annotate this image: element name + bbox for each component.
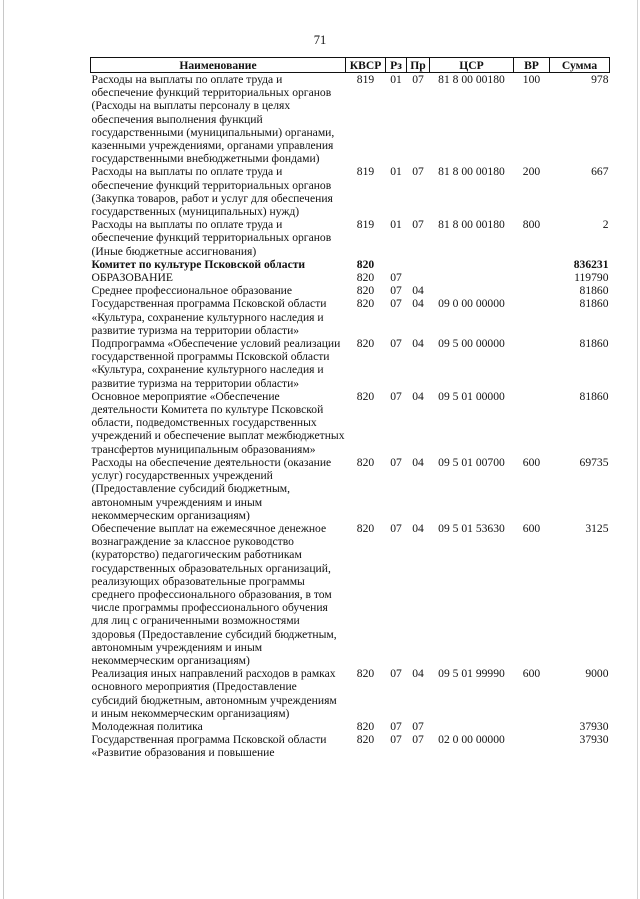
row-name: Расходы на выплаты по оплате труда и обеспечение функций территориальных органов (Закупка товаров, работ и услуг для обеспечения государственных (муниципальных) нужд) [91, 165, 333, 219]
table-row [91, 73, 610, 166]
row-pr: 04 [412, 455, 424, 469]
row-pr: 07 [412, 218, 424, 232]
row-vr: 600 [522, 521, 541, 535]
row-vr: 200 [522, 165, 541, 179]
row-csr [430, 271, 514, 284]
row-name: Расходы на выплаты по оплате труда и обеспечение функций территориальных органов (Иные бюджетные ассигнования) [91, 218, 332, 258]
row-csr [430, 284, 514, 297]
row-sum: 69735 [579, 455, 609, 469]
table-body [91, 73, 610, 760]
table-row [91, 522, 610, 667]
row-kvsr: 820 [356, 733, 375, 747]
row-kvsr: 820 [356, 521, 375, 535]
table-row [91, 337, 610, 390]
row-kvsr: 820 [356, 389, 375, 403]
row-sum: 978 [591, 73, 609, 86]
row-sum: 81860 [579, 297, 609, 311]
row-sum: 119790 [574, 271, 609, 285]
row-csr: 09 5 01 99990 [438, 667, 505, 681]
table-row [91, 733, 610, 759]
column-header-name: Наименование [91, 58, 346, 73]
row-name: Обеспечение выплат на ежемесячное денежное вознаграждение за классное руководство (кураторство) педагогическим работникам государственных образовательных организаций, реализующих образовательные программы среднего профессионального образования, в том числе программы профессионального обучения для лиц с ограниченными возможностями здоровья (Предоставление субсидий бюджетным, автономным учреждениям и иным некоммерческим организациям) [91, 521, 337, 667]
column-header-vr: ВР [514, 58, 550, 73]
row-vr [514, 297, 550, 337]
row-pr [407, 271, 430, 284]
table-row [91, 271, 610, 284]
row-sum: 81860 [579, 284, 609, 298]
row-name: Комитет по культуре Псковской области [91, 257, 306, 271]
table-row [91, 218, 610, 258]
row-csr: 09 5 01 00000 [438, 389, 505, 403]
table-row [91, 258, 610, 271]
row-vr [514, 337, 550, 390]
row-name: Расходы на выплаты по оплате труда и обеспечение функций территориальных органов (Расходы на выплаты персоналу в целях обеспечения выполнения функций государственными (муниципальными) органами, казенными учреждениями, органами управления государственными внебюджетными фондами) [91, 73, 335, 166]
row-sum: 836231 [573, 257, 609, 271]
row-rz: 07 [390, 455, 402, 469]
row-rz: 07 [390, 733, 402, 747]
row-sum: 81860 [579, 389, 609, 403]
table-row [91, 456, 610, 522]
column-header-csr: ЦСР [430, 58, 514, 73]
row-rz: 01 [390, 218, 402, 232]
page-number: 71 [313, 33, 327, 47]
row-pr: 04 [412, 337, 424, 351]
row-name: Среднее профессиональное образование [91, 284, 293, 298]
row-sum: 667 [591, 165, 609, 179]
row-kvsr: 820 [356, 271, 375, 285]
row-pr: 04 [412, 389, 424, 403]
column-header-kvsr: КВСР [346, 58, 386, 73]
row-kvsr: 820 [356, 284, 375, 298]
table-row [91, 297, 610, 337]
budget-table [90, 57, 610, 760]
row-rz [386, 258, 407, 271]
row-csr: 09 5 01 00700 [438, 455, 505, 469]
row-name: Реализация иных направлений расходов в рамках основного мероприятия (Предоставление субсидий бюджетным, автономным учреждениям и иным некоммерческим организациям) [91, 667, 337, 720]
row-pr: 04 [412, 284, 424, 298]
row-vr [514, 258, 550, 271]
scan-edge-right [637, 0, 638, 899]
row-kvsr: 819 [356, 165, 375, 179]
row-pr: 07 [412, 165, 424, 179]
scan-edge-left [3, 0, 4, 899]
row-vr [514, 390, 550, 456]
row-pr: 04 [412, 521, 424, 535]
row-kvsr: 820 [356, 667, 375, 681]
row-sum: 37930 [579, 719, 609, 733]
row-sum: 3125 [585, 521, 609, 535]
table-header [91, 58, 610, 73]
row-sum: 37930 [579, 733, 609, 747]
row-pr: 07 [412, 733, 424, 747]
row-sum: 2 [602, 218, 609, 232]
row-vr: 600 [522, 667, 541, 681]
row-csr: 09 0 00 00000 [438, 297, 505, 311]
row-vr: 600 [522, 455, 541, 469]
row-pr [407, 258, 430, 271]
row-name: Подпрограмма «Обеспечение условий реализации государственной программы Псковской области «Культура, сохранение культурного наследия и развитие туризма на территории области» [91, 337, 341, 390]
row-vr: 100 [522, 73, 541, 86]
row-rz: 01 [390, 165, 402, 179]
row-rz: 07 [390, 389, 402, 403]
column-header-sum: Сумма [550, 58, 610, 73]
row-name: ОБРАЗОВАНИЕ [91, 271, 173, 285]
row-name: Государственная программа Псковской области «Культура, сохранение культурного наследия и развитие туризма на территории области» [91, 297, 327, 337]
row-csr: 02 0 00 00000 [438, 733, 505, 747]
row-sum: 9000 [585, 667, 609, 681]
table-row [91, 390, 610, 456]
row-name: Молодежная политика [91, 719, 203, 733]
row-kvsr: 819 [356, 218, 375, 232]
row-name: Расходы на обеспечение деятельности (оказание услуг) государственных учреждений (Предоставление субсидий бюджетным, автономным учреждениям и иным некоммерческим организациям) [91, 455, 332, 522]
row-csr [430, 720, 514, 733]
row-kvsr: 820 [356, 257, 375, 271]
row-rz: 07 [390, 284, 402, 298]
row-vr: 800 [522, 218, 541, 232]
row-rz: 07 [390, 337, 402, 351]
row-kvsr: 820 [356, 297, 375, 311]
row-kvsr: 820 [356, 719, 375, 733]
row-csr: 81 8 00 00180 [438, 218, 505, 232]
row-rz: 01 [390, 73, 402, 86]
row-csr: 09 5 01 53630 [438, 521, 505, 535]
row-name: Государственная программа Псковской области «Развитие образования и повышение [91, 733, 327, 760]
row-csr: 81 8 00 00180 [438, 73, 505, 86]
row-kvsr: 819 [356, 73, 375, 86]
row-csr: 09 5 00 00000 [438, 337, 505, 351]
row-sum: 81860 [579, 337, 609, 351]
row-pr: 07 [412, 719, 424, 733]
row-pr: 04 [412, 297, 424, 311]
row-csr [430, 258, 514, 271]
row-csr: 81 8 00 00180 [438, 165, 505, 179]
row-pr: 04 [412, 667, 424, 681]
table-row [91, 667, 610, 720]
row-kvsr: 820 [356, 455, 375, 469]
table-row [91, 720, 610, 733]
row-vr [514, 720, 550, 733]
row-rz: 07 [390, 521, 402, 535]
row-rz: 07 [390, 271, 402, 285]
row-rz: 07 [390, 667, 402, 681]
row-vr [514, 284, 550, 297]
table-row [91, 284, 610, 297]
row-kvsr: 820 [356, 337, 375, 351]
column-header-rz: Рз [386, 58, 407, 73]
row-vr [514, 733, 550, 759]
column-header-pr: Пр [407, 58, 430, 73]
row-rz: 07 [390, 297, 402, 311]
row-name: Основное мероприятие «Обеспечение деятельности Комитета по культуре Псковской области, подведомственных государственных учреждений и обеспечение выплат межбюджетных трансфертов муниципальным образованиям» [91, 389, 345, 456]
row-pr: 07 [412, 73, 424, 86]
row-vr [514, 271, 550, 284]
table-row [91, 165, 610, 218]
row-rz: 07 [390, 719, 402, 733]
